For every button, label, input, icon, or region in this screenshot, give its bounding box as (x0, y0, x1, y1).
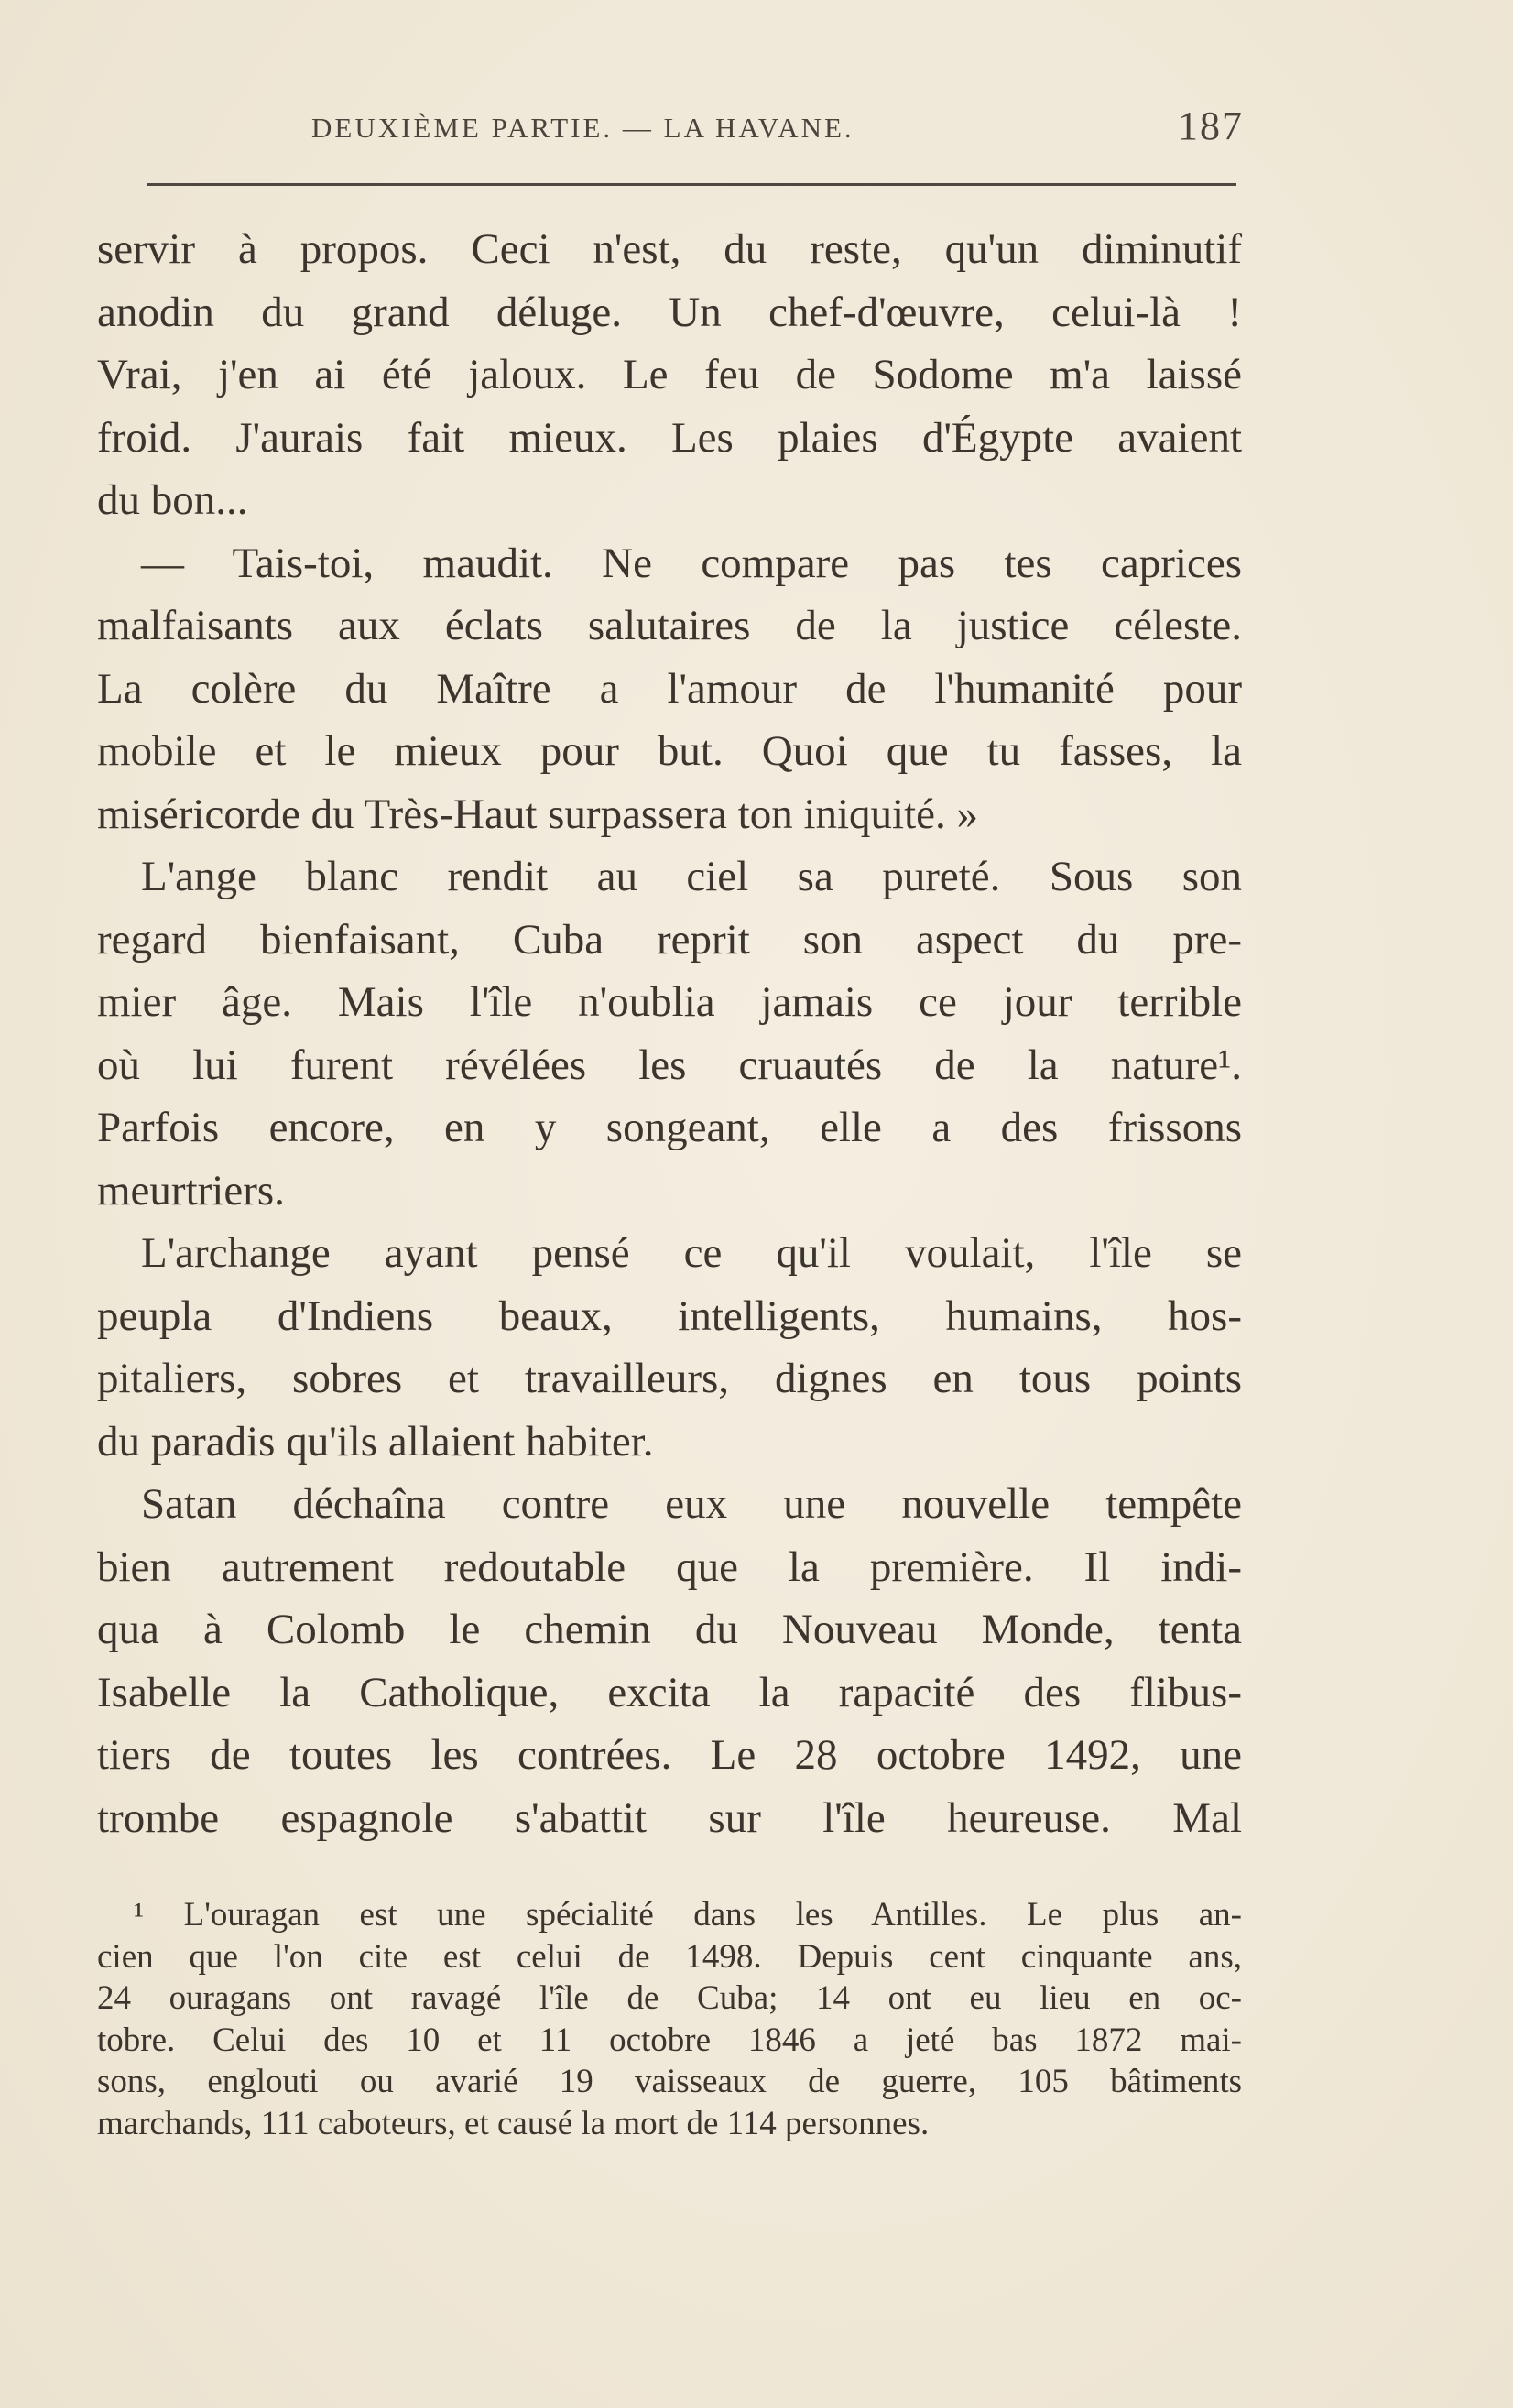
text-line: servir à propos. Ceci n'est, du reste, qu'un diminutif (97, 225, 1242, 273)
running-head (311, 103, 1255, 158)
header-rule (147, 183, 1236, 186)
footnote-line: cien que l'on cite est celui de 1498. Depuis cent cinquante ans, (97, 1937, 1242, 1976)
text-line: Satan déchaîna contre eux une nouvelle tempête (141, 1480, 1242, 1528)
running-title: DEUXIÈME PARTIE. — LA HAVANE. (311, 112, 854, 144)
text-line: L'ange blanc rendit au ciel sa pureté. Sous son (141, 853, 1242, 900)
text-line: anodin du grand déluge. Un chef-d'œuvre, celui-là ! (97, 288, 1242, 336)
text-line: trombe espagnole s'abattit sur l'île heureuse. Mal (97, 1793, 1242, 1842)
text-line: meurtriers. (97, 1166, 285, 1215)
text-line: mobile et le mieux pour but. Quoi que tu fasses, la (97, 727, 1242, 775)
text-line: regard bienfaisant, Cuba reprit son aspect du pre- (97, 915, 1242, 964)
text-line: L'archange ayant pensé ce qu'il voulait, l'île se (141, 1229, 1242, 1277)
text-line: bien autrement redoutable que la première. Il indi- (97, 1542, 1242, 1591)
footnote-line: ¹ L'ouragan est une spécialité dans les Antilles. Le plus an- (134, 1896, 1242, 1934)
text-line: miséricorde du Très-Haut surpassera ton iniquité. » (97, 790, 979, 838)
footnote-line: marchands, 111 caboteurs, et causé la mort de 114 personnes. (97, 2104, 930, 2142)
main-text (97, 218, 1242, 1849)
text-line: Parfois encore, en y songeant, elle a des frissons (97, 1104, 1242, 1151)
footnote-line: sons, englouti ou avarié 19 vaisseaux de guerre, 105 bâtiments (97, 2063, 1242, 2101)
text-line: froid. J'aurais fait mieux. Les plaies d'Égypte avaient (97, 413, 1242, 462)
text-line: qua à Colomb le chemin du Nouveau Monde, tenta (97, 1606, 1242, 1653)
text-line: du paradis qu'ils allaient habiter. (97, 1417, 654, 1466)
footnote (97, 1894, 1242, 2145)
text-line: où lui furent révélées les cruautés de la nature¹. (97, 1041, 1242, 1089)
text-line: — Tais-toi, maudit. Ne compare pas tes caprices (141, 539, 1242, 587)
text-line: mier âge. Mais l'île n'oublia jamais ce jour terrible (97, 978, 1242, 1026)
footnote-line: tobre. Celui des 10 et 11 octobre 1846 a jeté bas 1872 mai- (97, 2021, 1242, 2059)
text-line: tiers de toutes les contrées. Le 28 octobre 1492, une (97, 1731, 1242, 1779)
page-number: 187 (1178, 104, 1244, 148)
text-line: malfaisants aux éclats salutaires de la justice céleste. (97, 602, 1242, 649)
text-line: Isabelle la Catholique, excita la rapacité des flibus- (97, 1668, 1242, 1716)
text-line: peupla d'Indiens beaux, intelligents, humains, hos- (97, 1291, 1242, 1340)
text-line: Vrai, j'en ai été jaloux. Le feu de Sodome m'a laissé (97, 351, 1242, 398)
footnote-line: 24 ouragans ont ravagé l'île de Cuba; 14 ont eu lieu en oc- (97, 1979, 1242, 2018)
text-line: La colère du Maître a l'amour de l'humanité pour (97, 664, 1242, 713)
text-line: du bon... (97, 476, 248, 524)
text-line: pitaliers, sobres et travailleurs, dignes en tous points (97, 1355, 1242, 1402)
